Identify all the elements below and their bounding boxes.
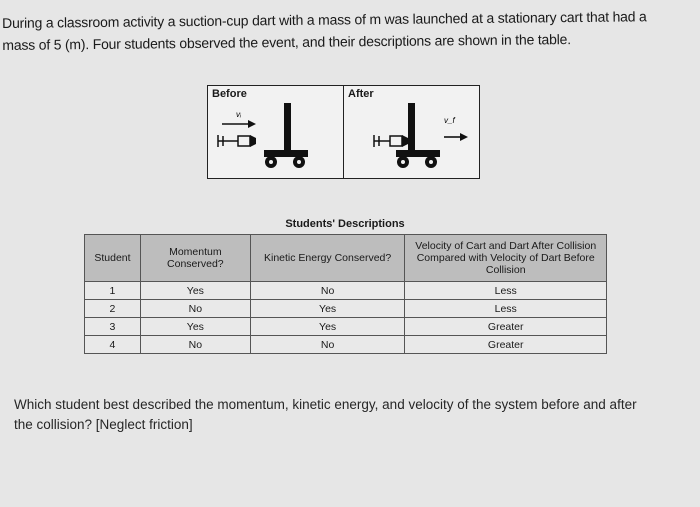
cell-velocity: Less — [405, 300, 607, 318]
before-illustration — [208, 86, 344, 177]
header-student: Student — [85, 235, 141, 282]
cell-velocity: Greater — [405, 318, 607, 336]
after-illustration — [344, 86, 480, 177]
collision-diagram — [207, 85, 480, 179]
descriptions-table — [84, 234, 607, 354]
after-label: After — [348, 88, 374, 100]
velocity-arrow-icon — [444, 133, 468, 141]
cell-kinetic-energy: Yes — [250, 318, 405, 336]
intro-line-1: During a classroom activity a suction-cup dart with a mass of m was launched at a stationary cart that had a — [2, 8, 647, 31]
after-velocity-label: v_f — [444, 116, 455, 125]
cart-icon — [264, 103, 308, 168]
cell-momentum: Yes — [140, 318, 250, 336]
question-line-1: Which student best described the momentum, kinetic energy, and velocity of the system before and after — [14, 397, 637, 412]
cell-kinetic-energy: No — [250, 336, 405, 354]
cell-student: 2 — [85, 300, 141, 318]
table-row — [85, 318, 607, 336]
cell-student: 4 — [85, 336, 141, 354]
intro-line-2: mass of 5 (m). Four students observed the event, and their descriptions are shown in the table. — [2, 31, 571, 53]
table-row — [85, 336, 607, 354]
cell-momentum: No — [140, 300, 250, 318]
table-title: Students' Descriptions — [285, 218, 405, 230]
after-panel — [343, 86, 479, 178]
header-momentum: Momentum Conserved? — [140, 235, 250, 282]
problem-intro — [2, 5, 692, 56]
header-kinetic-energy: Kinetic Energy Conserved? — [250, 235, 405, 282]
cell-student: 1 — [85, 282, 141, 300]
header-velocity: Velocity of Cart and Dart After Collision Compared with Velocity of Dart Before Collision — [405, 235, 607, 282]
table-row — [85, 282, 607, 300]
cell-kinetic-energy: No — [250, 282, 405, 300]
before-panel — [208, 86, 343, 178]
before-velocity-label: vᵢ — [236, 110, 241, 119]
cell-velocity: Greater — [405, 336, 607, 354]
table-row — [85, 300, 607, 318]
dart-icon — [374, 135, 408, 147]
question-line-2: the collision? [Neglect friction] — [14, 417, 193, 432]
before-label: Before — [212, 88, 247, 100]
cell-momentum: Yes — [140, 282, 250, 300]
velocity-arrow-icon — [222, 120, 256, 128]
table-header-row — [85, 235, 607, 282]
cell-student: 3 — [85, 318, 141, 336]
cell-kinetic-energy: Yes — [250, 300, 405, 318]
cell-momentum: No — [140, 336, 250, 354]
cell-velocity: Less — [405, 282, 607, 300]
question-text — [14, 395, 694, 435]
dart-icon — [218, 135, 256, 147]
